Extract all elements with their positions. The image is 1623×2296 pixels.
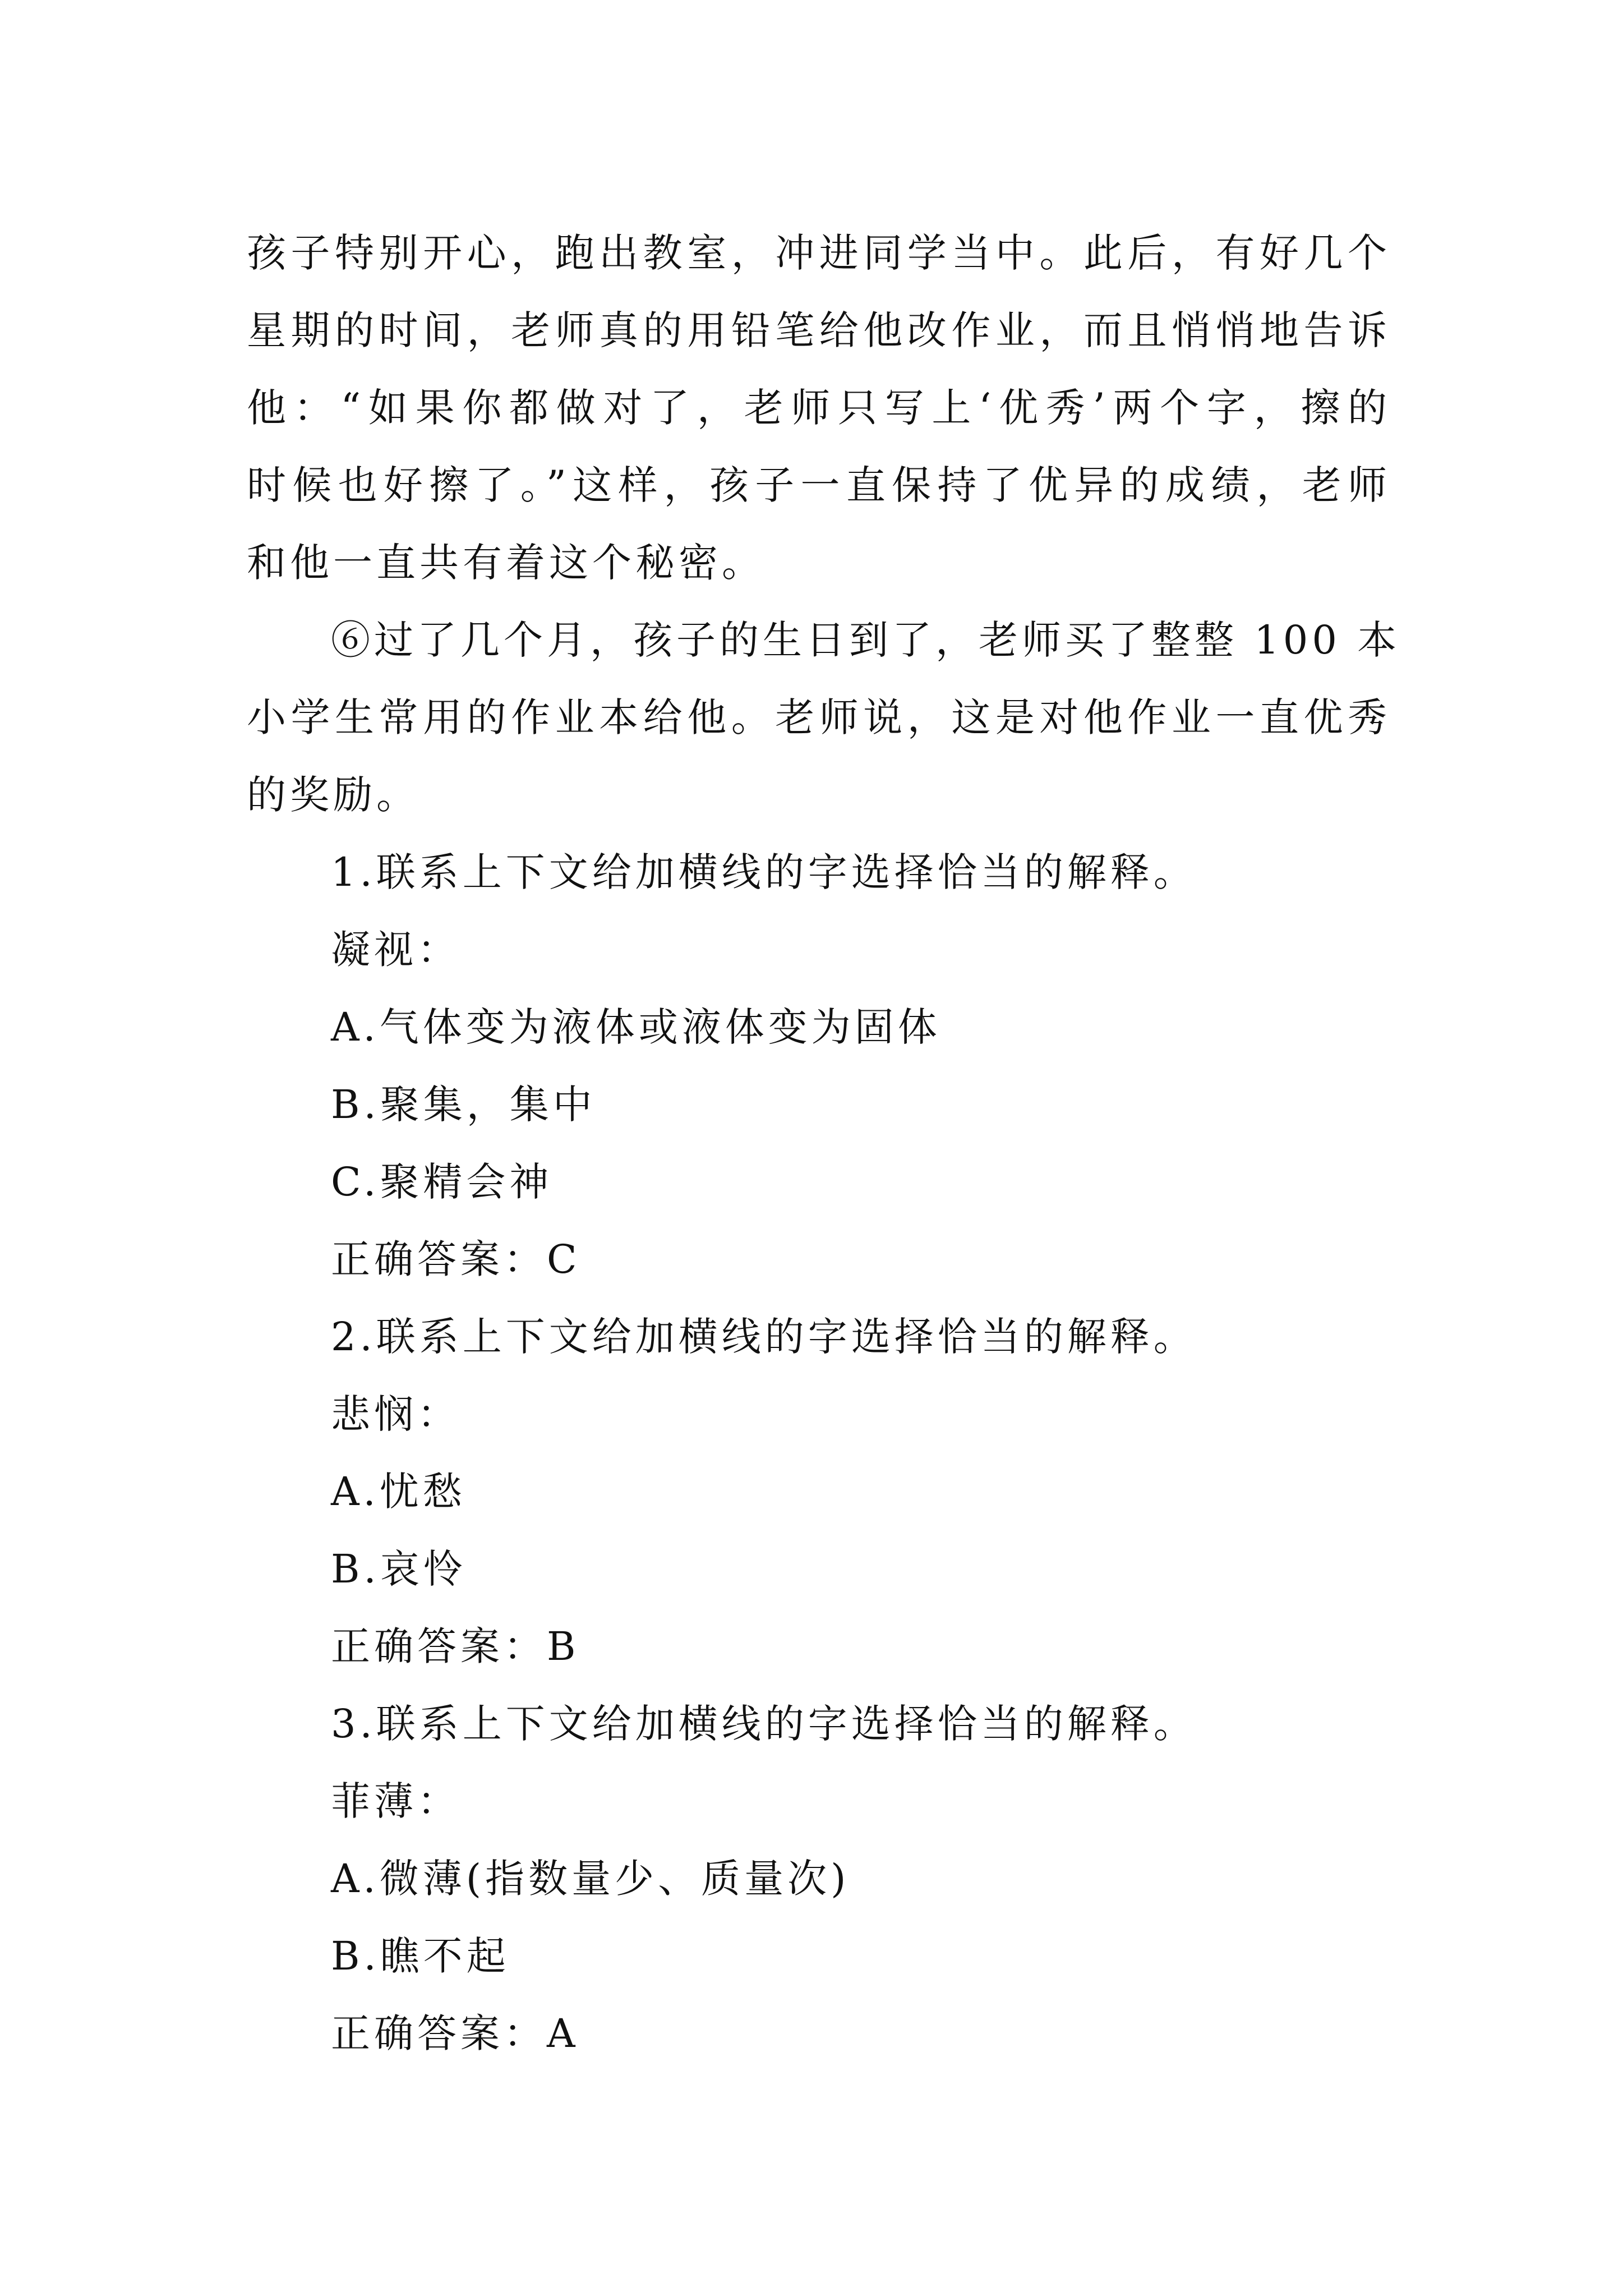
option-b: B.瞧不起 <box>331 1933 510 1979</box>
passage-paragraph-6 <box>247 601 1401 834</box>
paragraph-line: ⑥过了几个月，孩子的生日到了，老师买了整整 100 本 <box>331 617 1401 663</box>
answer-line: 正确答案：B <box>331 1623 580 1669</box>
question-term: 凝视： <box>331 927 460 973</box>
question-prompt: 2.联系上下文给加横线的字选择恰当的解释。 <box>331 1314 1197 1360</box>
option-a: A.忧愁 <box>331 1469 466 1515</box>
option-a: A.微薄(指数量少、质量次) <box>331 1856 850 1902</box>
option-c: C.聚精会神 <box>331 1159 553 1205</box>
option-b: B.聚集，集中 <box>331 1082 596 1128</box>
answer-line: 正确答案：A <box>331 2010 579 2056</box>
page-content <box>247 214 1401 2072</box>
question-1 <box>247 834 1391 1298</box>
paragraph-line: 星期的时间，老师真的用铅笔给他改作业，而且悄悄地告诉 <box>247 307 1391 353</box>
paragraph-line: 他：“如果你都做对了，老师只写上‘优秀’两个字，擦的 <box>247 385 1391 431</box>
paragraph-line: 和他一直共有着这个秘密。 <box>247 540 765 586</box>
question-3 <box>247 1685 1391 2072</box>
option-a: A.气体变为液体或液体变为固体 <box>331 1004 941 1050</box>
question-prompt: 1.联系上下文给加横线的字选择恰当的解释。 <box>331 849 1197 895</box>
question-term: 悲悯： <box>331 1391 460 1437</box>
paragraph-line: 的奖励。 <box>247 772 419 818</box>
answer-line: 正确答案：C <box>331 1236 581 1282</box>
option-b: B.哀怜 <box>331 1546 467 1592</box>
paragraph-line: 时候也好擦了。”这样，孩子一直保持了优异的成绩，老师 <box>247 462 1391 508</box>
paragraph-line: 孩子特别开心，跑出教室，冲进同学当中。此后，有好几个 <box>247 230 1391 276</box>
question-term: 菲薄： <box>331 1778 460 1824</box>
question-2 <box>247 1298 1391 1685</box>
passage-paragraph-5 <box>247 214 1391 601</box>
paragraph-line: 小学生常用的作业本给他。老师说，这是对他作业一直优秀 <box>247 694 1391 740</box>
question-prompt: 3.联系上下文给加横线的字选择恰当的解释。 <box>331 1701 1197 1747</box>
